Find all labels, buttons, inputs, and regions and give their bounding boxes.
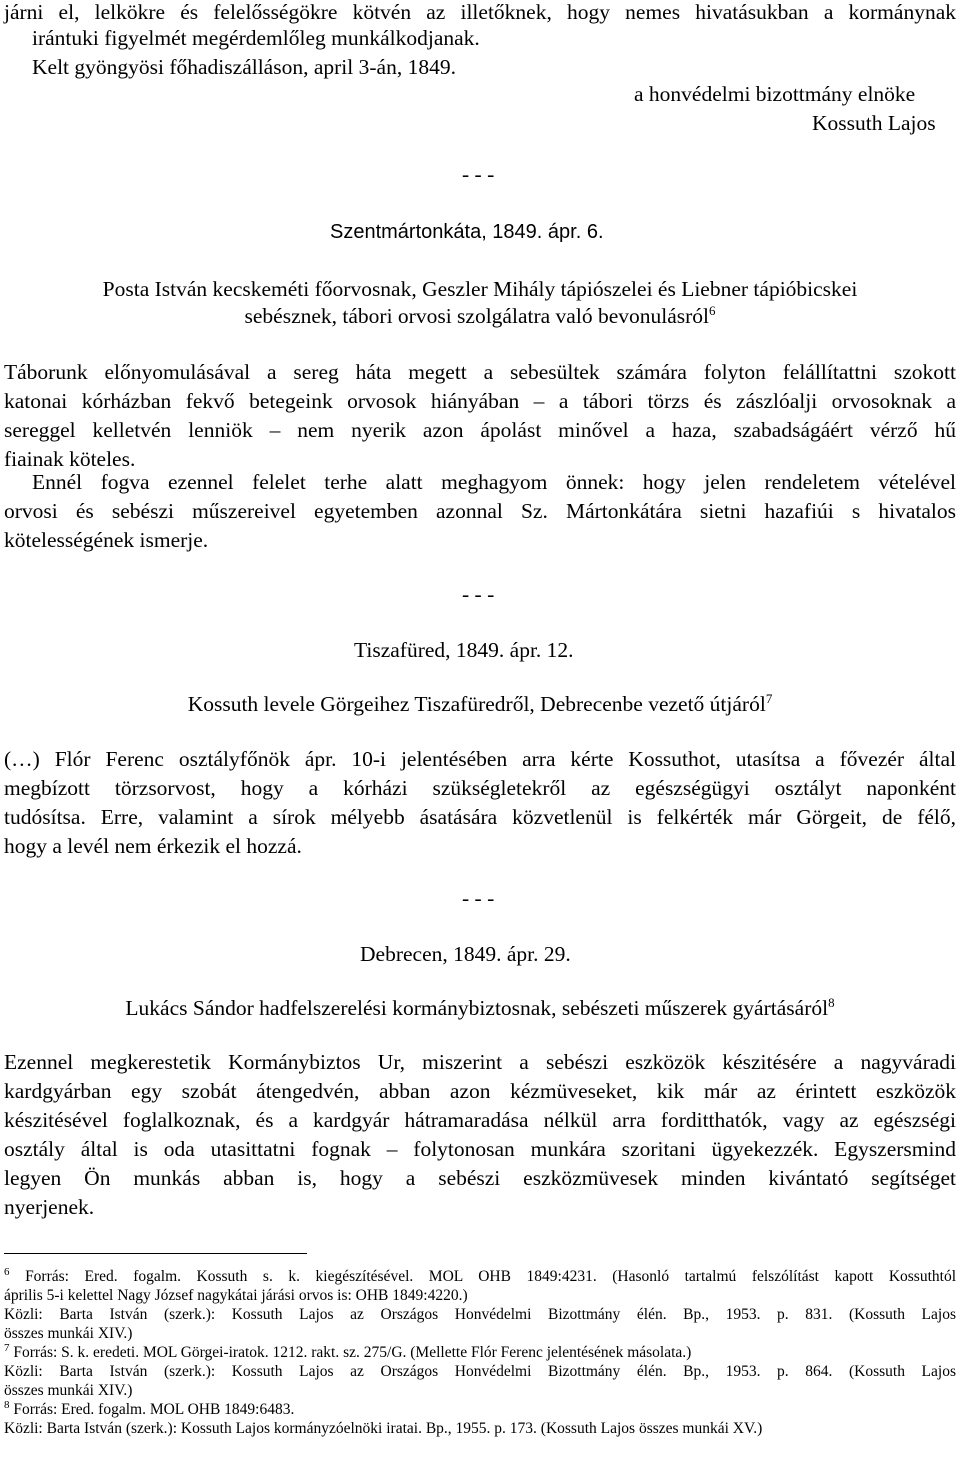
doc3-paragraph bbox=[4, 1048, 956, 1222]
doc3-title bbox=[4, 994, 956, 1023]
doc2-para-line: megbízott törzsorvost, hogy a kórházi szükségletekről az egészségügyi osztályt naponként bbox=[4, 776, 956, 800]
footnote-number: 8 bbox=[4, 1398, 10, 1411]
doc3-place-date: Debrecen, 1849. ápr. 29. bbox=[360, 942, 571, 966]
footnote-text: Forrás: Ered. fogalm. MOL OHB 1849:6483. bbox=[13, 1401, 295, 1418]
doc1-para2-line: orvosi és sebészi műszereivel egyetemben azonnal Sz. Mártonkátára sietni hazafiúi s hivatalos bbox=[4, 499, 956, 523]
footnote-line: összes munkái XIV.) bbox=[4, 1382, 133, 1399]
doc1-para1-line: Táborunk előnyomulásával a sereg háta megett a sebesültek számára folyton felállítattni szokott bbox=[4, 360, 956, 384]
doc3-para-line: osztály által is oda utasittatni fognak – folytonosan munkára szoritani ügyekezzék. Egyszersmind bbox=[4, 1137, 956, 1161]
separator-2: - - - bbox=[462, 582, 495, 606]
doc3-title-text: Lukács Sándor hadfelszerelési kormánybiztosnak, sebészeti műszerek gyártásáról bbox=[125, 996, 829, 1020]
footnote-line: Közli: Barta István (szerk.): Kossuth Lajos az Országos Honvédelmi Bizottmány élén. Bp., 1953. p. 864. (Kossuth Lajos bbox=[4, 1363, 956, 1380]
doc3-para-line: legyen Ön munkás abban is, hogy a sebészi eszközmüvesek minden kivántató segítséget bbox=[4, 1166, 956, 1190]
footnote-separator-rule bbox=[4, 1253, 307, 1254]
doc2-title bbox=[4, 690, 956, 719]
doc3-para-line: nyerjenek. bbox=[4, 1195, 95, 1219]
doc1-para1-line: katonai kórházban fekvő betegeink orvosok hiányában – a tábori törzs és zászlóalji orvosoknak a bbox=[4, 389, 956, 413]
doc2-para-line: tudósítsa. Erre, valamint a sírok mélyebb ásatására közvetlenül is felkérték már Görgeit, de félő, bbox=[4, 805, 956, 829]
doc3-para-line: kardgyárban egy szobát átengedvén, abban azon kézmüveseket, kik már az érintett eszközök bbox=[4, 1079, 956, 1103]
doc1-para1-line: fiainak köteles. bbox=[4, 447, 136, 471]
footnote-ref-6[interactable]: 6 bbox=[709, 302, 716, 318]
doc2-place-date: Tiszafüred, 1849. ápr. 12. bbox=[354, 638, 574, 662]
separator-1: - - - bbox=[462, 162, 495, 186]
footnote-ref-8[interactable]: 8 bbox=[828, 994, 835, 1010]
intro-line-2: irántuki figyelmét megérdemlőleg munkálkodjanak. bbox=[32, 26, 480, 50]
footnote-6 bbox=[4, 1267, 956, 1343]
doc1-paragraph-2 bbox=[4, 468, 956, 555]
doc1-title-line-2 bbox=[4, 302, 956, 331]
footnotes bbox=[4, 1267, 956, 1438]
footnote-number: 6 bbox=[4, 1265, 10, 1278]
doc1-place-date: Szentmártonkáta, 1849. ápr. 6. bbox=[330, 221, 604, 243]
footnote-text: Forrás: S. k. eredeti. MOL Görgei-iratok. 1212. rakt. sz. 275/G. (Mellette Flór Ferenc jelentésének másolata.) bbox=[13, 1344, 692, 1361]
doc1-title-line-1: Posta István kecskeméti főorvosnak, Geszler Mihály tápiószelei és Liebner tápióbicskei bbox=[102, 277, 858, 301]
doc1-title-text: sebésznek, tábori orvosi szolgálatra való bevonulásról bbox=[244, 304, 709, 328]
doc3-para-line: készitésével foglalkoznak, és a kardgyár hátramaradása nélkül arra forditthatók, vagy az egészségi bbox=[4, 1108, 956, 1132]
doc1-para2-line: kötelességének ismerje. bbox=[4, 528, 209, 552]
footnote-text: Forrás: Ered. fogalm. Kossuth s. k. kiegészítésével. MOL OHB 1849:4231. (Hasonló tartalmú felszólítást kapott Kossuthtól bbox=[25, 1268, 956, 1285]
footnote-line: Közli: Barta István (szerk.): Kossuth Lajos kormányzóelnöki iratai. Bp., 1955. p. 173. (Kossuth Lajos összes munkái XV.) bbox=[4, 1420, 763, 1437]
separator-3: - - - bbox=[462, 886, 495, 910]
signature-name: Kossuth Lajos bbox=[812, 111, 936, 135]
doc2-title-text: Kossuth levele Görgeihez Tiszafüredről, Debrecenbe vezető útjáról bbox=[187, 692, 766, 716]
intro-date-line: Kelt gyöngyösi főhadiszálláson, april 3-án, 1849. bbox=[32, 55, 456, 79]
footnote-line bbox=[4, 1343, 956, 1362]
doc1-para1-line: sereggel kelletvén lenniök – nem nyerik azon ápolást minővel a haza, szabadságáért vérző hű bbox=[4, 418, 956, 442]
footnote-number: 7 bbox=[4, 1341, 10, 1354]
doc2-paragraph bbox=[4, 745, 956, 861]
signature-title: a honvédelmi bizottmány elnöke bbox=[634, 82, 916, 106]
intro-line-1: járni el, lelkökre és felelősségökre kötvén az illetőknek, hogy nemes hivatásukban a kormánynak bbox=[4, 0, 956, 24]
footnote-ref-7[interactable]: 7 bbox=[765, 690, 773, 706]
footnote-line: április 5-i kelettel Nagy József nagykátai járási orvos is: OHB 1849:4220.) bbox=[4, 1287, 468, 1304]
footnote-8 bbox=[4, 1400, 956, 1438]
footnote-line bbox=[4, 1267, 956, 1286]
footnote-line bbox=[4, 1400, 956, 1419]
doc2-para-line: hogy a levél nem érkezik el hozzá. bbox=[4, 834, 302, 858]
footnote-line: Közli: Barta István (szerk.): Kossuth Lajos az Országos Honvédelmi Bizottmány élén. Bp., 1953. p. 831. (Kossuth Lajos bbox=[4, 1306, 956, 1323]
footnote-7 bbox=[4, 1343, 956, 1400]
doc3-para-line: Ezennel megkerestetik Kormánybiztos Ur, miszerint a sebészi eszközök készitésére a nagyváradi bbox=[4, 1050, 956, 1074]
doc2-para-line: (…) Flór Ferenc osztályfőnök ápr. 10-i jelentésében arra kérte Kossuthot, utasítsa a fővezér által bbox=[4, 747, 956, 771]
doc1-paragraph-1 bbox=[4, 358, 956, 474]
doc1-para2-line: Ennél fogva ezennel felelet terhe alatt meghagyom önnek: hogy jelen rendeletem vételével bbox=[32, 470, 956, 494]
footnote-line: összes munkái XIV.) bbox=[4, 1325, 133, 1342]
